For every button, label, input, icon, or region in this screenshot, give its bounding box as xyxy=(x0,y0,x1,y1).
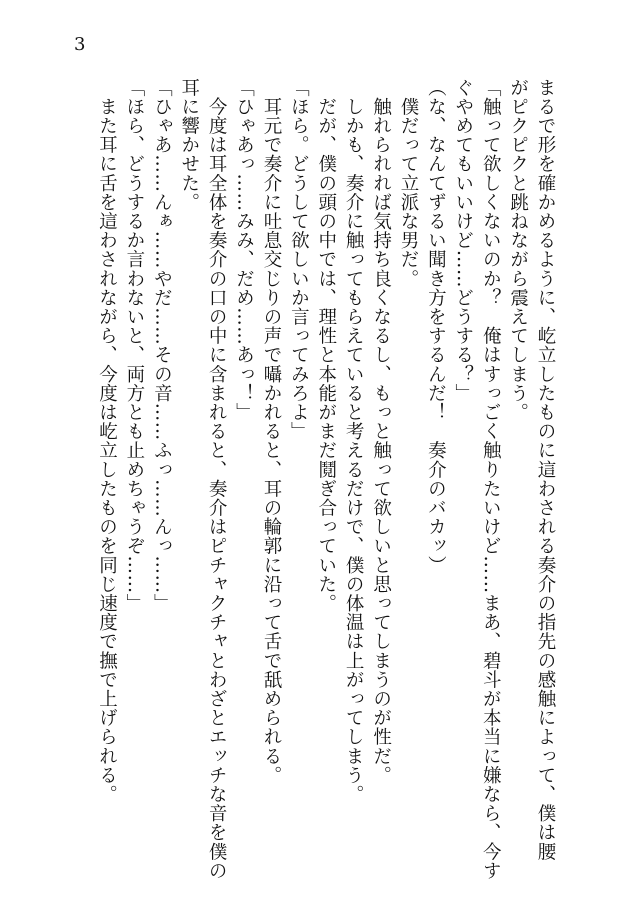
text-line: 耳に響かせた。 xyxy=(178,78,200,212)
text-line: （な、なんてずるい聞き方をするんだ！ 奏介のバカッ） xyxy=(425,78,447,575)
text-line: 「ひゃあっ……みみ、だめ……あっ！」 xyxy=(233,78,255,422)
text-line: しかも、奏介に触ってもらえていると考えるだけで、僕の体温は上がってしまう。 xyxy=(343,78,365,804)
vertical-text-body xyxy=(93,78,559,881)
text-line: 触れられれば気持ち良くなるし、もっと触って欲しいと思ってしまうのが性だ。 xyxy=(370,78,392,785)
text-line: だが、僕の頭の中では、理性と本能がまだ鬩ぎ合っていた。 xyxy=(315,78,337,613)
text-line: ぐやめてもいいけど……どうする？」 xyxy=(452,78,474,403)
text-line: がピクピクと跳ねながら震えてしまう。 xyxy=(507,78,529,422)
text-line: 「ほら。どうして欲しいか言ってみろよ」 xyxy=(288,78,310,441)
text-line: 今度は耳全体を奏介の口の中に含まれると、奏介はピチャクチャとわざとエッチな音を僕の xyxy=(206,78,228,881)
text-line: 「ほら、どうするか言わないと、両方とも止めちゃうぞ……」 xyxy=(123,78,145,613)
text-line: また耳に舌を這わされながら、今度は屹立したものを同じ速度で撫で上げられる。 xyxy=(96,78,118,804)
text-line: 耳元で奏介に吐息交じりの声で囁かれると、耳の輪郭に沿って舌で舐められる。 xyxy=(260,78,282,785)
text-line: 僕だって立派な男だ。 xyxy=(397,78,419,289)
text-line: まるで形を確かめるように、屹立したものに這わされる奏介の指先の感触によって、僕は腰 xyxy=(535,78,556,862)
page-number: 3 xyxy=(74,34,86,55)
text-line: 「触って欲しくないのか？ 俺はすっごく触りたいけど……まあ、碧斗が本当に嫌なら、今す xyxy=(480,78,502,881)
text-line: 「ひゃあ……んぁ……やだ……その音……ふっ……んっ……」 xyxy=(151,78,173,613)
